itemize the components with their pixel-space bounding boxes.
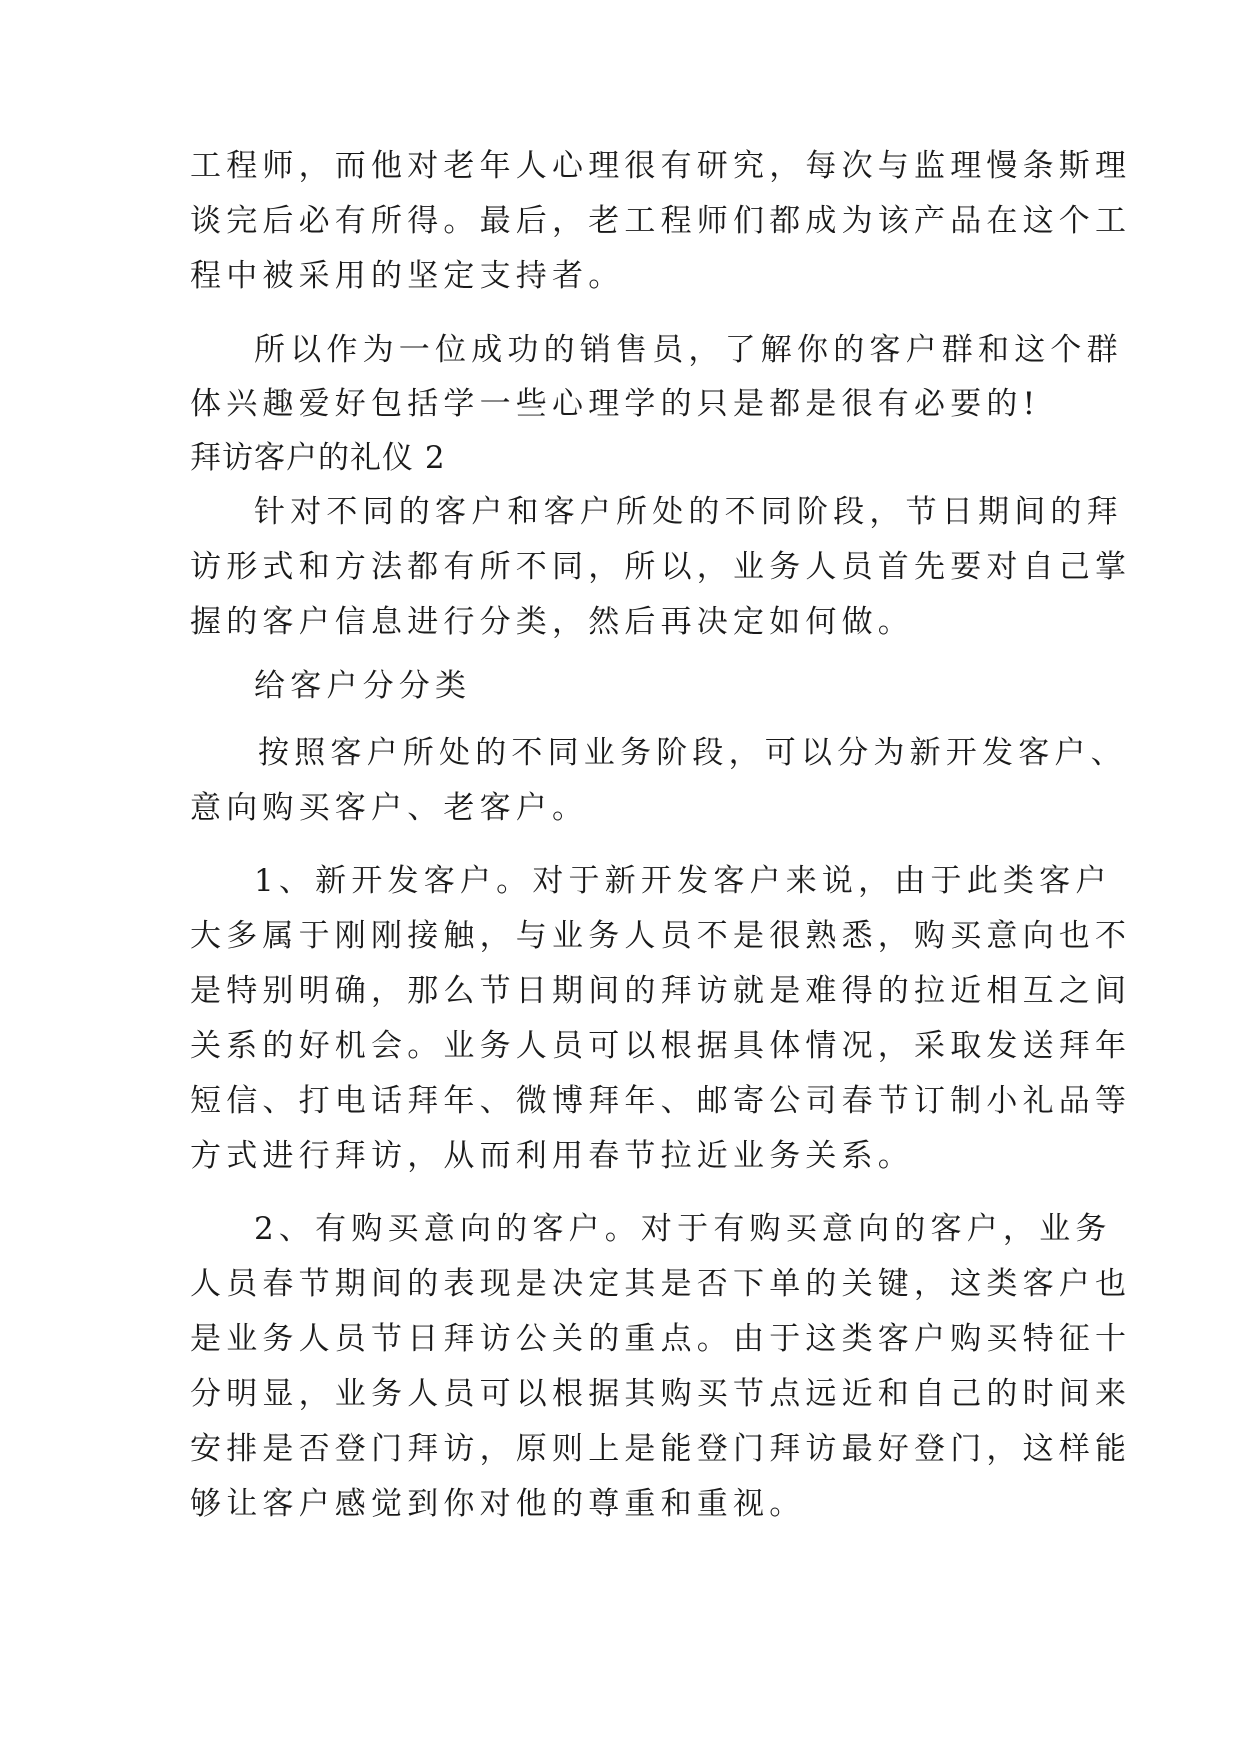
paragraph-line: 谈完后必有所得。最后，老工程师们都成为该产品在这个工 [190, 203, 1132, 239]
paragraph-line: 体兴趣爱好包括学一些心理学的只是都是很有必要的! [190, 386, 1041, 422]
paragraph-line: 大多属于刚刚接触，与业务人员不是很熟悉，购买意向也不 [190, 918, 1132, 954]
paragraph-line: 握的客户信息进行分类，然后再决定如何做。 [190, 604, 914, 640]
paragraph-line: 针对不同的客户和客户所处的不同阶段，节日期间的拜 [254, 494, 1123, 530]
paragraph-line: 短信、打电话拜年、微博拜年、邮寄公司春节订制小礼品等 [190, 1083, 1132, 1119]
paragraph-line: 是业务人员节日拜访公关的重点。由于这类客户购买特征十 [190, 1321, 1132, 1357]
paragraph-line: 访形式和方法都有所不同，所以，业务人员首先要对自己掌 [190, 549, 1132, 585]
paragraph-line: 是特别明确，那么节日期间的拜访就是难得的拉近相互之间 [190, 973, 1132, 1009]
paragraph-line: 意向购买客户、老客户。 [190, 790, 589, 826]
paragraph-line: 程中被采用的坚定支持者。 [190, 258, 625, 294]
paragraph-line: 方式进行拜访，从而利用春节拉近业务关系。 [190, 1138, 914, 1174]
paragraph-line: 关系的好机会。业务人员可以根据具体情况，采取发送拜年 [190, 1028, 1132, 1064]
section-heading: 拜访客户的礼仪 2 [190, 440, 446, 476]
paragraph-line: 安排是否登门拜访，原则上是能登门拜访最好登门，这样能 [190, 1431, 1132, 1467]
paragraph-line: 分明显，业务人员可以根据其购买节点远近和自己的时间来 [190, 1376, 1132, 1412]
paragraph-line: 人员春节期间的表现是决定其是否下单的关键，这类客户也 [190, 1266, 1132, 1302]
paragraph-line: 够让客户感觉到你对他的尊重和重视。 [190, 1486, 806, 1522]
paragraph-line: 按照客户所处的不同业务阶段，可以分为新开发客户、 [258, 735, 1127, 771]
paragraph-line: 工程师，而他对老年人心理很有研究，每次与监理慢条斯理 [190, 148, 1132, 184]
paragraph-line: 所以作为一位成功的销售员，了解你的客户群和这个群 [254, 332, 1123, 368]
paragraph-line: 1、新开发客户。对于新开发客户来说，由于此类客户 [254, 863, 1112, 899]
paragraph-line: 2、有购买意向的客户。对于有购买意向的客户，业务 [254, 1211, 1112, 1247]
subheading: 给客户分分类 [254, 668, 472, 704]
